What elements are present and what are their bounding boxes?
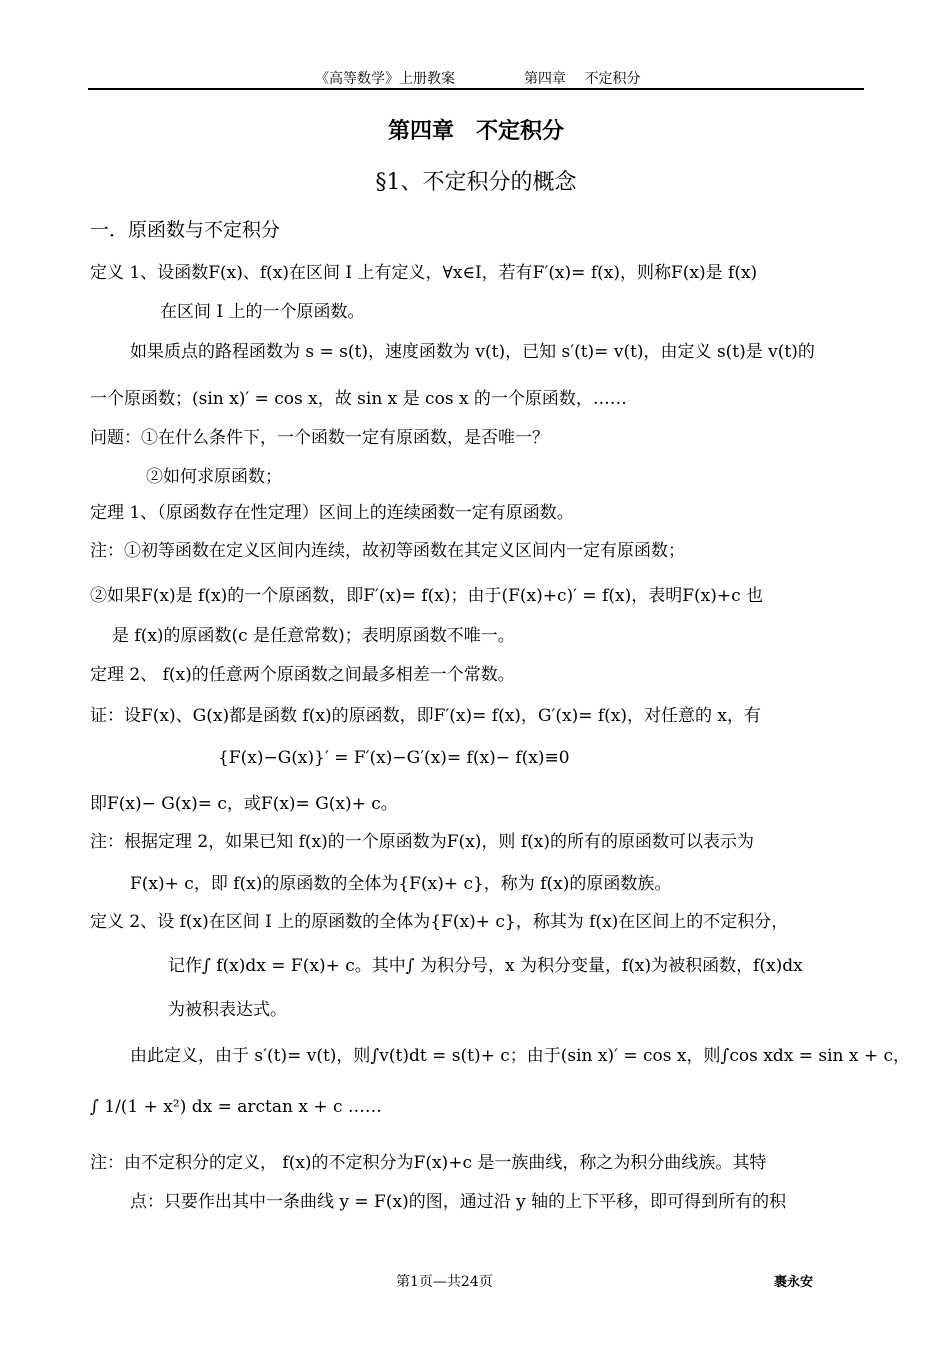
chapter-title: 第四章 不定积分	[387, 118, 564, 144]
text-line: 定理 1、（原函数存在性定理）区间上的连续函数一定有原函数。	[90, 503, 574, 523]
equation: {F(x)−G(x)}′ = F′(x)−G′(x)= f(x)− f(x)≡0	[218, 748, 570, 768]
text-line: 注：①初等函数在定义区间内连续，故初等函数在其定义区间内一定有原函数；	[90, 541, 685, 561]
text-line: 定义 2、设 f(x)在区间 I 上的原函数的全体为{F(x)+ c}，称其为 f(x)在区间上的不定积分，	[90, 912, 789, 932]
page-number: 第1页—共24页	[396, 1274, 493, 1290]
header-rule	[88, 88, 864, 90]
text-line: ②如果F(x)是 f(x)的一个原函数，即F′(x)= f(x)；由于(F(x)+c)′ = f(x)，表明F(x)+c 也	[90, 586, 764, 606]
text-line: 为被积表达式。	[168, 1000, 287, 1020]
text-line: 问题：①在什么条件下，一个函数一定有原函数，是否唯一？	[90, 428, 549, 448]
page-header	[0, 64, 952, 88]
text-line: 记作∫ f(x)dx = F(x)+ c。其中∫ 为积分号，x 为积分变量，f(x)为被积函数，f(x)dx	[168, 956, 803, 976]
text-line: 证：设F(x)、G(x)都是函数 f(x)的原函数，即F′(x)= f(x)，G′(x)= f(x)，对任意的 x，有	[90, 706, 762, 726]
section-title: §1、不定积分的概念	[375, 170, 577, 195]
text-line: 注：根据定理 2，如果已知 f(x)的一个原函数为F(x)，则 f(x)的所有的原函数可以表示为	[90, 832, 754, 852]
text-line: 注：由不定积分的定义， f(x)的不定积分为F(x)+c 是一族曲线，称之为积分曲线族。其特	[90, 1153, 767, 1173]
text-line: 即F(x)− G(x)= c，或F(x)= G(x)+ c。	[90, 794, 398, 814]
text-line: 如果质点的路程函数为 s = s(t)，速度函数为 v(t)，已知 s′(t)= v(t)，由定义 s(t)是 v(t)的	[130, 342, 815, 362]
text-line: 是 f(x)的原函数(c 是任意常数)；表明原函数不唯一。	[112, 626, 515, 646]
equation: ∫ 1/(1 + x²) dx = arctan x + c ……	[90, 1097, 382, 1117]
text-line: ②如何求原函数；	[146, 467, 282, 487]
header-book-title: 《高等数学》上册教案	[315, 71, 455, 87]
text-line: 点：只要作出其中一条曲线 y = F(x)的图，通过沿 y 轴的上下平移，即可得到所有的积	[130, 1192, 787, 1212]
author-name: 裹永安	[774, 1275, 814, 1290]
text-line: 在区间 I 上的一个原函数。	[160, 302, 365, 322]
header-chapter: 第四章 不定积分	[524, 71, 641, 87]
text-line: 定理 2、 f(x)的任意两个原函数之间最多相差一个常数。	[90, 665, 515, 685]
text-line: 定义 1、设函数F(x)、f(x)在区间 I 上有定义，∀x∈I，若有F′(x)= f(x)，则称F(x)是 f(x)	[90, 263, 758, 283]
text-line: F(x)+ c，即 f(x)的原函数的全体为{F(x)+ c}，称为 f(x)的原函数族。	[130, 874, 672, 894]
subsection-title: 一．原函数与不定积分	[90, 219, 281, 241]
text-line: 一个原函数；(sin x)′ = cos x，故 sin x 是 cos x 的一个原函数，……	[90, 389, 627, 409]
text-line: 由此定义，由于 s′(t)= v(t)，则∫v(t)dt = s(t)+ c；由于(sin x)′ = cos x，则∫cos xdx = sin x + c，	[130, 1046, 911, 1066]
